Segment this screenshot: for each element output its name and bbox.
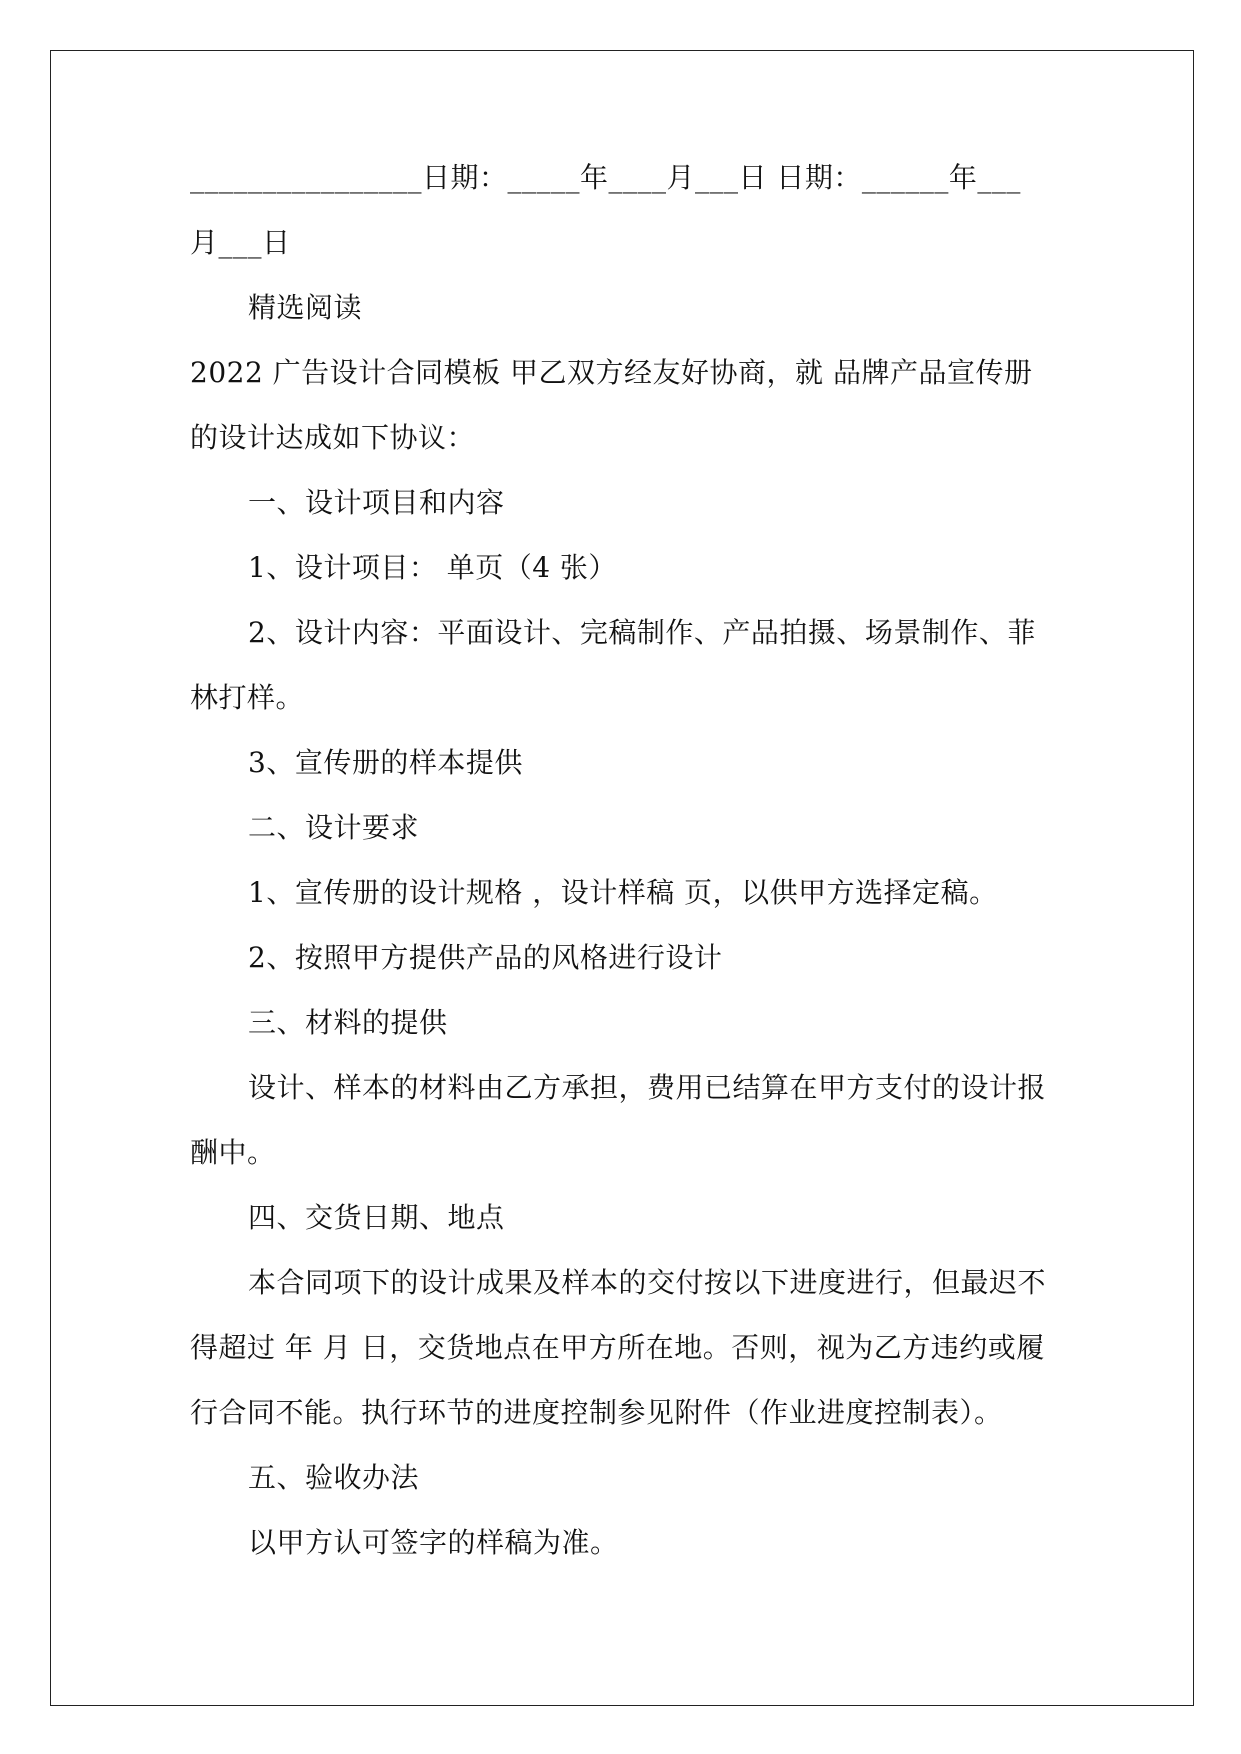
text-line: 四、交货日期、地点 xyxy=(248,1201,505,1234)
text-line: 酬中。 xyxy=(190,1136,276,1169)
text-line: 的设计达成如下协议： xyxy=(190,421,476,454)
text-line: ________________日期：_____年____月___日 日期：______年___ xyxy=(190,161,1021,194)
text-line: 得超过 年 月 日，交货地点在甲方所在地。否则，视为乙方违约或履 xyxy=(190,1331,1045,1364)
text-line: 1、设计项目： 单页（4 张） xyxy=(248,551,617,584)
text-line: 以甲方认可签字的样稿为准。 xyxy=(248,1526,619,1559)
text-line: 1、宣传册的设计规格 ，设计样稿 页，以供甲方选择定稿。 xyxy=(248,876,998,909)
text-line: 行合同不能。执行环节的进度控制参见附件（作业进度控制表）。 xyxy=(190,1396,1003,1429)
text-line: 2022 广告设计合同模板 甲乙双方经友好协商，就 品牌产品宣传册 xyxy=(190,356,1033,389)
text-line: 五、验收办法 xyxy=(248,1461,420,1494)
text-line: 精选阅读 xyxy=(248,291,363,324)
text-line: 3、宣传册的样本提供 xyxy=(248,746,523,779)
text-line: 三、材料的提供 xyxy=(248,1006,448,1039)
text-line: 2、按照甲方提供产品的风格进行设计 xyxy=(248,941,723,974)
text-line: 二、设计要求 xyxy=(248,811,420,844)
text-line: 2、设计内容：平面设计、完稿制作、产品拍摄、场景制作、菲 xyxy=(248,616,1036,649)
text-line: 一、设计项目和内容 xyxy=(248,486,505,519)
text-line: 本合同项下的设计成果及样本的交付按以下进度进行，但最迟不 xyxy=(248,1266,1047,1299)
text-line: 林打样。 xyxy=(190,681,305,714)
text-line: 月___日 xyxy=(190,226,291,259)
text-line: 设计、样本的材料由乙方承担，费用已结算在甲方支付的设计报 xyxy=(248,1071,1047,1104)
document-body xyxy=(190,158,1056,1588)
